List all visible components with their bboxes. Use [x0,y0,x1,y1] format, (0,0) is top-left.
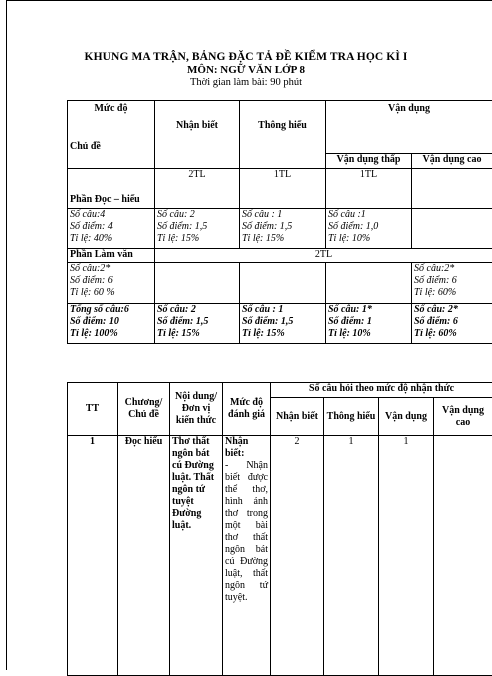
spec-row1-th: 1 [324,436,379,676]
doc-hieu-vdc [412,209,492,249]
header-van-dung-cao: Vận dụng cao [412,154,492,169]
doc-hieu-th-tl: 1TL [240,169,326,209]
tong-total: Tổng số câu:6 Số điểm: 10 Tỉ lệ: 100% [68,304,155,344]
lam-van-th [240,263,326,304]
spec-row1-noi-dung: Thơ thất ngôn bát cú Đường luật. Thất ngôn tứ tuyệt Đường luật. [170,436,223,676]
spec-row1-chuong: Đọc hiểu [118,436,170,676]
header-muc-do: Mức độ [70,103,152,115]
spec-row1-nb: 2 [271,436,324,676]
spec-header-vd: Vận dụng [379,398,434,436]
header-chu-de: Chủ đề [70,141,152,153]
spec-row1-tt: 1 [68,436,118,676]
lam-van-nb [155,263,240,304]
lam-van-vdc: Số câu:2* Số điểm: 6 Tỉ lệ: 60% [412,263,492,304]
header-nhan-biet: Nhận biết [155,101,240,169]
spec-header-noi-dung: Nội dung/Đơn vị kiến thức [170,383,223,436]
spec-row1-vdc [434,436,492,676]
spec-row1-muc-do-text: - Nhận biết được thể thơ, hình ảnh thơ trong một bài thơ thất ngôn bát cú Đường luật, thất ngôn tứ tuyệt. [225,460,268,604]
document-title: KHUNG MA TRẬN, BẢNG ĐẶC TẢ ĐỀ KIỂM TRA HỌC KÌ I [0,51,492,63]
spec-header-so-cau: Số câu hỏi theo mức độ nhận thức [271,383,492,398]
doc-hieu-total: Số câu:4 Số điểm: 4 Tỉ lệ: 40% [68,209,155,249]
doc-hieu-th: Số câu : 1 Số điểm: 1,5 Tỉ lệ: 15% [240,209,326,249]
doc-hieu-vdc-empty [412,169,492,209]
spec-header-chuong: Chương/ Chủ đề [118,383,170,436]
doc-hieu-nb-tl: 2TL [155,169,240,209]
doc-hieu-vdt: Số câu :1 Số điểm: 1,0 Tỉ lệ: 10% [326,209,412,249]
lam-van-tl: 2TL [155,249,492,263]
matrix-table [67,100,492,344]
header-thong-hieu: Thông hiểu [240,101,326,169]
spec-table [67,382,492,676]
tong-nb: Số câu: 2 Số điểm: 1,5 Tỉ lệ: 15% [155,304,240,344]
tong-th: Số câu : 1 Số điểm: 1,5 Tỉ lệ: 15% [240,304,326,344]
spec-row1-muc-do [223,436,271,676]
tong-vdt: Số câu: 1* Số điểm: 1 Tỉ lệ: 10% [326,304,412,344]
spec-header-vdc: Vận dụng cao [434,398,492,436]
spec-header-th: Thông hiểu [324,398,379,436]
document-subject: MÔN: NGỮ VĂN LỚP 8 [0,64,492,76]
doc-hieu-vdt-tl: 1TL [326,169,412,209]
spec-row1-vd: 1 [379,436,434,676]
doc-hieu-label: Phần Đọc – hiểu [68,169,155,209]
page-border-top [6,0,492,1]
page-border-left [6,0,7,670]
doc-hieu-nb: Số câu: 2 Số điểm: 1,5 Tỉ lệ: 15% [155,209,240,249]
header-van-dung-thap: Vận dụng thấp [326,154,412,169]
lam-van-label: Phần Làm văn [68,249,155,263]
spec-header-muc-do: Mức độ đánh giá [223,383,271,436]
spec-row1-muc-do-title: Nhận biết: [225,436,268,460]
tong-vdc: Số câu: 2* Số điểm: 6 Tỉ lệ: 60% [412,304,492,344]
document-duration: Thời gian làm bài: 90 phút [0,77,492,88]
header-van-dung: Vận dụng [326,101,492,154]
header-muc-do-chu-de [68,101,155,169]
spec-header-nb: Nhận biết [271,398,324,436]
lam-van-total: Số câu:2* Số điểm: 6 Tỉ lệ: 60 % [68,263,155,304]
spec-header-tt: TT [68,383,118,436]
lam-van-vdt [326,263,412,304]
